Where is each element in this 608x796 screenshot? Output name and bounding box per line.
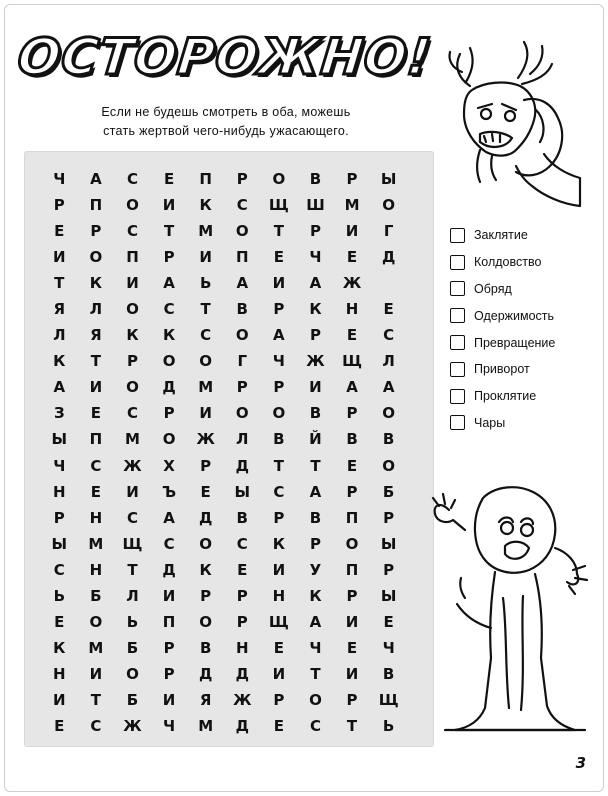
grid-letter[interactable]: М (198, 717, 214, 735)
grid-letter[interactable]: З (53, 404, 65, 423)
grid-letter[interactable]: А (236, 274, 249, 293)
word-search-panel (25, 152, 433, 746)
grid-letter[interactable]: Е (346, 456, 358, 475)
grid-letter[interactable]: О (309, 690, 322, 709)
grid-letter[interactable]: Д (235, 456, 249, 475)
grid-letter[interactable]: Е (346, 326, 358, 345)
grid-letter[interactable]: В (346, 430, 358, 449)
grid-letter[interactable]: Н (345, 300, 359, 319)
grid-letter[interactable]: Т (90, 690, 101, 709)
word-item[interactable] (450, 410, 555, 437)
grid-letter[interactable]: Р (53, 508, 65, 527)
grid-letter[interactable]: Т (346, 717, 358, 735)
tree-creature-illustration (425, 478, 595, 743)
word-label: Приворот (474, 362, 530, 377)
grid-letter[interactable]: М (198, 222, 214, 241)
grid-letter[interactable]: Т (127, 560, 138, 579)
word-checkbox[interactable] (450, 281, 465, 296)
grid-letter[interactable]: И (89, 378, 103, 397)
grid-letter[interactable]: О (199, 534, 213, 553)
grid-letter[interactable]: Ы (380, 534, 397, 553)
grid-letter[interactable]: Е (237, 560, 248, 579)
word-checkbox[interactable] (450, 228, 465, 243)
word-label: Чары (474, 415, 506, 430)
grid-letter[interactable]: О (199, 352, 213, 371)
grid-letter[interactable]: Р (346, 690, 358, 709)
grid-letter[interactable]: С (383, 326, 395, 345)
grid-letter[interactable]: М (125, 430, 140, 449)
grid-letter[interactable]: О (126, 664, 139, 683)
instructions (56, 103, 396, 141)
grid-letter[interactable]: Ч (53, 456, 66, 475)
grid-letter[interactable]: Д (235, 717, 249, 735)
grid-letter[interactable]: Д (198, 508, 213, 527)
grid-letter[interactable]: К (199, 196, 212, 215)
word-checkbox[interactable] (450, 335, 465, 350)
grid-letter[interactable]: Ж (123, 456, 142, 475)
grid-letter[interactable]: И (53, 690, 66, 709)
grid-letter[interactable]: А (346, 378, 358, 397)
grid-letter[interactable]: Р (90, 222, 102, 241)
grid-letter[interactable]: О (235, 222, 249, 241)
grid-letter[interactable]: О (272, 404, 286, 423)
word-item[interactable] (450, 249, 555, 276)
grid-letter[interactable]: О (89, 248, 103, 267)
grid-letter[interactable]: П (89, 196, 103, 215)
grid-letter[interactable]: Р (236, 378, 248, 397)
grid-letter[interactable]: Д (235, 664, 249, 683)
grid-letter[interactable]: Д (162, 560, 176, 579)
grid-letter[interactable]: Е (273, 717, 284, 735)
grid-letter[interactable]: Р (273, 690, 285, 709)
grid-letter[interactable]: Р (309, 222, 321, 241)
word-item[interactable] (450, 329, 555, 356)
word-label: Колдовство (474, 255, 542, 270)
grid-letter[interactable]: О (162, 430, 176, 449)
grid-letter[interactable]: П (345, 560, 359, 579)
grid-letter[interactable]: Е (273, 638, 284, 657)
grid-letter[interactable]: У (309, 560, 322, 579)
grid-letter[interactable]: Н (272, 586, 286, 605)
grid-letter[interactable]: В (382, 664, 395, 683)
grid-letter[interactable]: Ч (382, 638, 395, 657)
grid-letter[interactable]: Р (163, 664, 175, 683)
grid-letter[interactable]: А (163, 274, 175, 293)
grid-letter[interactable]: Р (346, 586, 358, 605)
grid-letter[interactable]: О (382, 404, 396, 423)
grid-letter[interactable]: Е (200, 482, 211, 501)
grid-letter[interactable]: Л (236, 430, 249, 449)
grid-letter[interactable]: Б (126, 638, 139, 657)
grid-letter[interactable]: Ы (51, 534, 68, 553)
instructions-line-1: Если не будешь смотреть в оба, можешь (101, 105, 351, 119)
grid-letter[interactable]: О (126, 196, 139, 215)
grid-letter[interactable]: Ж (196, 430, 215, 449)
grid-letter[interactable]: В (273, 430, 285, 449)
word-checkbox[interactable] (450, 389, 465, 404)
grid-letter[interactable]: Ж (342, 274, 362, 293)
grid-letter[interactable]: Е (54, 612, 65, 631)
grid-letter[interactable]: С (90, 456, 102, 475)
grid-letter[interactable]: А (309, 274, 322, 293)
grid-letter[interactable]: И (345, 222, 359, 241)
grid-letter[interactable]: В (309, 404, 322, 423)
grid-letter[interactable]: С (53, 560, 65, 579)
grid-letter[interactable]: И (162, 196, 176, 215)
grid-letter[interactable]: Т (273, 456, 284, 475)
grid-letter[interactable]: С (236, 196, 248, 215)
grid-letter[interactable]: И (272, 664, 286, 683)
grid-letter[interactable]: Н (235, 638, 249, 657)
word-search-grid (41, 166, 407, 739)
grid-letter[interactable]: Н (53, 482, 66, 501)
grid-letter[interactable]: Р (346, 404, 358, 423)
grid-letter[interactable]: Ы (380, 170, 397, 189)
grid-letter[interactable]: Ь (199, 274, 212, 293)
grid-letter[interactable]: Д (381, 248, 396, 267)
word-checkbox[interactable] (450, 362, 465, 377)
grid-letter[interactable]: Е (54, 717, 65, 735)
word-item[interactable] (450, 222, 555, 249)
grid-letter[interactable]: Р (200, 456, 212, 475)
grid-letter[interactable]: Р (346, 170, 358, 189)
grid-letter[interactable]: Е (90, 404, 102, 423)
grid-letter[interactable]: Л (126, 586, 139, 605)
grid-letter[interactable]: О (126, 378, 139, 397)
grid-letter[interactable]: Я (90, 326, 102, 345)
word-checkbox[interactable] (450, 255, 465, 270)
grid-letter[interactable]: С (90, 717, 102, 735)
grid-letter[interactable]: И (126, 482, 139, 501)
grid-letter[interactable]: Ж (123, 717, 142, 735)
grid-letter[interactable]: Е (346, 638, 358, 657)
grid-letter[interactable]: Б (90, 586, 102, 605)
grid-letter[interactable]: П (89, 430, 103, 449)
grid-letter[interactable]: Р (200, 586, 212, 605)
grid-letter[interactable]: К (53, 638, 66, 657)
grid-letter[interactable]: Т (200, 300, 211, 319)
grid-letter[interactable]: Л (382, 352, 395, 371)
grid-letter[interactable]: Т (163, 222, 175, 241)
grid-letter[interactable]: О (382, 196, 396, 215)
grid-letter[interactable]: С (126, 222, 138, 241)
grid-letter[interactable]: Ш (306, 196, 325, 215)
grid-letter[interactable]: М (344, 196, 360, 215)
grid-letter[interactable]: Р (309, 326, 321, 345)
grid-letter[interactable]: Р (163, 248, 175, 267)
word-item[interactable] (450, 276, 555, 303)
grid-letter[interactable]: Ъ (162, 482, 177, 501)
grid-letter[interactable]: Ж (306, 352, 325, 371)
grid-letter[interactable]: Е (163, 170, 175, 189)
grid-letter[interactable]: Е (90, 482, 102, 501)
grid-letter[interactable]: Р (163, 404, 175, 423)
grid-letter[interactable]: С (200, 326, 212, 345)
grid-letter[interactable]: Ч (163, 717, 176, 735)
grid-letter[interactable]: И (89, 664, 103, 683)
word-label: Заклятие (474, 228, 528, 243)
grid-letter[interactable]: Н (53, 664, 66, 683)
grid-letter[interactable]: Ь (126, 612, 139, 631)
grid-letter[interactable]: К (126, 326, 139, 345)
grid-letter[interactable]: А (382, 378, 395, 397)
grid-letter[interactable]: Й (309, 430, 322, 449)
grid-letter[interactable]: Ы (380, 586, 397, 605)
grid-letter[interactable]: Щ (378, 690, 399, 709)
grid-empty-cell (370, 270, 407, 296)
grid-letter[interactable]: Ы (51, 430, 68, 449)
grid-letter[interactable]: Т (310, 664, 321, 683)
grid-letter[interactable]: О (235, 404, 249, 423)
grid-letter[interactable]: С (309, 717, 321, 735)
word-label: Проклятие (474, 389, 537, 404)
grid-letter[interactable]: О (382, 456, 396, 475)
grid-letter[interactable]: С (163, 300, 175, 319)
grid-letter[interactable]: Е (54, 222, 65, 241)
grid-letter[interactable]: И (53, 248, 66, 267)
grid-letter[interactable]: И (199, 404, 212, 423)
grid-letter[interactable]: Л (53, 326, 66, 345)
grid-letter[interactable]: В (309, 170, 322, 189)
grid-letter[interactable]: Р (236, 612, 248, 631)
grid-letter[interactable]: В (236, 300, 248, 319)
grid-letter[interactable]: С (163, 534, 175, 553)
grid-letter[interactable]: Щ (268, 196, 289, 215)
grid-letter[interactable]: И (126, 274, 139, 293)
grid-letter[interactable]: Р (383, 560, 395, 579)
grid-letter[interactable]: О (126, 300, 139, 319)
grid-letter[interactable]: К (53, 352, 66, 371)
grid-letter[interactable]: К (309, 300, 322, 319)
grid-letter[interactable]: О (235, 326, 249, 345)
grid-letter[interactable]: И (199, 248, 212, 267)
grid-letter[interactable]: К (199, 560, 212, 579)
grid-letter[interactable]: А (309, 612, 322, 631)
grid-letter[interactable]: Р (346, 482, 358, 501)
grid-letter[interactable]: Ы (234, 482, 251, 501)
grid-letter[interactable]: И (272, 274, 286, 293)
grid-letter[interactable]: А (273, 326, 285, 345)
grid-letter[interactable]: Ч (53, 170, 66, 189)
word-item[interactable] (450, 302, 555, 329)
grid-letter[interactable]: Щ (268, 612, 289, 631)
grid-letter[interactable]: П (162, 612, 176, 631)
grid-letter[interactable]: И (345, 612, 359, 631)
grid-letter[interactable]: Ч (309, 638, 322, 657)
grid-letter[interactable]: В (309, 508, 322, 527)
word-label: Обряд (474, 281, 512, 296)
grid-letter[interactable]: Л (89, 300, 103, 319)
grid-letter[interactable]: К (272, 534, 285, 553)
grid-letter[interactable]: К (309, 586, 322, 605)
grid-letter[interactable]: П (345, 508, 359, 527)
grid-letter[interactable]: Б (126, 690, 139, 709)
grid-letter[interactable]: Р (273, 378, 285, 397)
grid-letter[interactable]: Р (53, 196, 65, 215)
grid-letter[interactable]: Д (162, 378, 176, 397)
grid-letter[interactable]: Х (163, 456, 175, 475)
grid-letter[interactable]: А (90, 170, 102, 189)
grid-letter[interactable]: А (309, 482, 322, 501)
grid-letter[interactable]: О (162, 352, 176, 371)
grid-letter[interactable]: М (88, 534, 104, 553)
grid-letter[interactable]: О (345, 534, 359, 553)
grid-letter[interactable]: Н (89, 560, 103, 579)
grid-letter[interactable]: Е (273, 248, 284, 267)
grid-letter[interactable]: Е (346, 248, 358, 267)
instructions-line-2: стать жертвой чего-нибудь ужасающего. (103, 124, 349, 138)
grid-letter[interactable]: С (126, 508, 138, 527)
grid-letter[interactable]: Ж (233, 690, 252, 709)
grid-letter[interactable]: К (162, 326, 176, 345)
grid-letter[interactable]: О (89, 612, 103, 631)
grid-letter[interactable]: Р (273, 300, 285, 319)
grid-letter[interactable]: Г (237, 352, 248, 371)
grid-letter[interactable]: Щ (122, 534, 143, 553)
grid-letter[interactable]: Я (199, 690, 212, 709)
word-checkbox[interactable] (450, 415, 465, 430)
page-title: ОСТОРОЖНО! (14, 28, 435, 86)
grid-letter[interactable]: Р (163, 638, 175, 657)
grid-letter[interactable]: П (199, 170, 212, 189)
grid-letter[interactable]: С (126, 404, 138, 423)
grid-letter[interactable]: В (236, 508, 248, 527)
grid-letter[interactable]: Р (273, 508, 285, 527)
grid-letter[interactable]: И (345, 664, 359, 683)
grid-letter[interactable]: Г (383, 222, 394, 241)
word-checkbox[interactable] (450, 308, 465, 323)
grid-letter[interactable]: В (199, 638, 212, 657)
word-checklist (450, 222, 555, 436)
grid-letter[interactable]: Р (236, 170, 248, 189)
grid-letter[interactable]: А (163, 508, 175, 527)
grid-letter[interactable]: Ь (53, 586, 66, 605)
grid-letter[interactable]: Я (53, 300, 66, 319)
grid-letter[interactable]: Т (54, 274, 65, 293)
word-item[interactable] (450, 383, 555, 410)
grid-letter[interactable]: И (272, 560, 286, 579)
grid-letter[interactable]: К (89, 274, 103, 293)
grid-letter[interactable]: Р (126, 352, 138, 371)
word-label: Одержимость (474, 308, 555, 323)
grid-letter[interactable]: Р (383, 508, 395, 527)
grid-letter[interactable]: О (199, 612, 213, 631)
grid-letter[interactable]: Б (382, 482, 395, 501)
grid-letter[interactable]: А (53, 378, 66, 397)
grid-letter[interactable]: Щ (342, 352, 362, 371)
grid-letter[interactable]: С (236, 534, 248, 553)
grid-letter[interactable]: Ч (272, 352, 285, 371)
grid-letter[interactable]: И (309, 378, 322, 397)
grid-letter[interactable]: Т (310, 456, 321, 475)
grid-letter[interactable]: И (162, 690, 176, 709)
grid-letter[interactable]: С (273, 482, 285, 501)
word-label: Превращение (474, 335, 556, 350)
grid-letter[interactable]: Ь (382, 717, 395, 735)
grid-letter[interactable]: М (88, 638, 104, 657)
moose-head-illustration (440, 38, 590, 210)
grid-letter[interactable]: Т (273, 222, 284, 241)
grid-letter[interactable]: П (126, 248, 139, 267)
grid-letter[interactable]: Е (383, 300, 394, 319)
grid-letter[interactable]: П (235, 248, 249, 267)
grid-letter[interactable]: О (272, 170, 286, 189)
grid-letter[interactable]: С (126, 170, 138, 189)
grid-letter[interactable]: Н (89, 508, 103, 527)
grid-letter[interactable]: Ч (309, 248, 322, 267)
page-number: 3 (575, 754, 586, 772)
grid-letter[interactable]: М (198, 378, 214, 397)
word-item[interactable] (450, 356, 555, 383)
grid-letter[interactable]: Е (383, 612, 394, 631)
grid-letter[interactable]: И (162, 586, 176, 605)
grid-letter[interactable]: Р (236, 586, 248, 605)
grid-letter[interactable]: Т (90, 352, 101, 371)
grid-letter[interactable]: В (382, 430, 395, 449)
grid-letter[interactable]: Р (309, 534, 321, 553)
grid-letter[interactable]: Д (198, 664, 213, 683)
